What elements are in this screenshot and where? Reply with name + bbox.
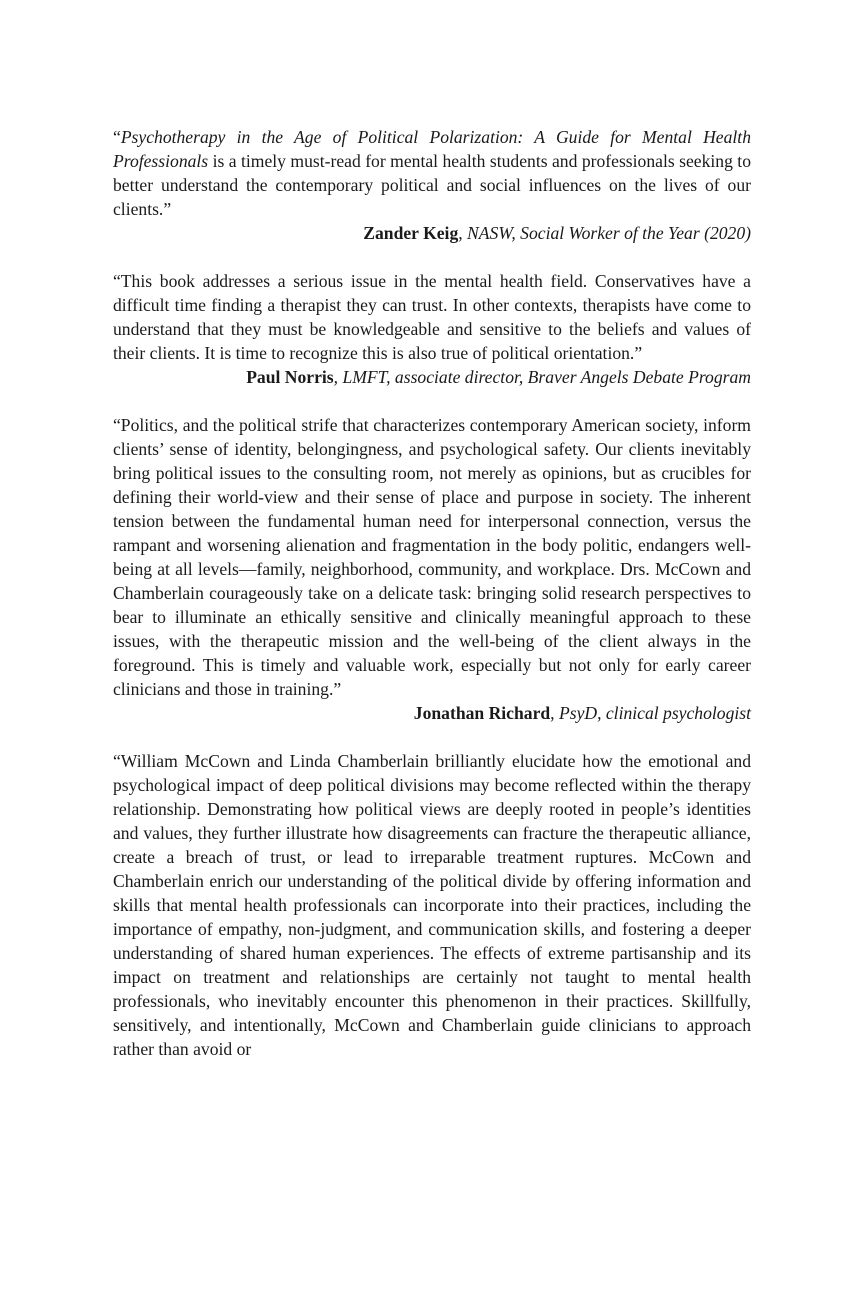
endorsement-attribution: [113, 701, 751, 725]
endorsement-quote: [113, 125, 751, 221]
endorser-name: Paul Norris: [246, 367, 334, 387]
endorsements-page: [113, 125, 751, 1085]
endorsement-attribution: [113, 365, 751, 389]
endorsement-3: [113, 413, 751, 725]
endorsement-1: [113, 125, 751, 245]
endorser-role: , PsyD, clinical psychologist: [550, 703, 751, 723]
endorser-name: Zander Keig: [363, 223, 459, 243]
endorsement-4: [113, 749, 751, 1061]
endorsement-attribution: [113, 221, 751, 245]
endorser-role: , NASW, Social Worker of the Year (2020): [458, 223, 751, 243]
book-title: Psychotherapy in the Age of Political Polarization: A Guide for Mental Health Professionals: [113, 127, 751, 171]
endorsement-2: [113, 269, 751, 389]
quote-text: is a timely must-read for mental health students and professionals seeking to better understand the contemporary political and social influences on the lives of our clients.”: [113, 151, 751, 219]
endorser-name: Jonathan Richard: [413, 703, 551, 723]
endorser-role: , LMFT, associate director, Braver Angels Debate Program: [333, 367, 751, 387]
open-quote-mark: “: [113, 127, 121, 147]
endorsement-quote: “This book addresses a serious issue in the mental health field. Conservatives have a difficult time finding a therapist they can trust. In other contexts, therapists have come to understand that they must be knowledgeable and sensitive to the beliefs and values of their clients. It is time to recognize this is also true of political orientation.”: [113, 271, 751, 363]
endorsement-quote: “William McCown and Linda Chamberlain brilliantly elucidate how the emotional and psychological impact of deep political divisions may become reflected within the therapy relationship. Demonstrating how political views are deeply rooted in people’s identities and values, they further illustrate how disagreements can fracture the therapeutic alliance, create a breach of trust, or lead to irreparable treatment ruptures. McCown and Chamberlain enrich our understanding of the political divide by offering information and skills that mental health professionals can incorporate into their practices, including the importance of empathy, non-judgment, and communication skills, and fostering a deeper understanding of shared human experiences. The effects of extreme partisanship and its impact on treatment and relationships are certainly not taught to mental health professionals, who inevitably encounter this phenomenon in their practices. Skillfully, sensitively, and intentionally, McCown and Chamberlain guide clinicians to approach rather than avoid or: [113, 751, 751, 1059]
endorsement-quote: “Politics, and the political strife that characterizes contemporary American society, inform clients’ sense of identity, belongingness, and psychological safety. Our clients inevitably bring political issues to the consulting room, not merely as opinions, but as crucibles for defining their world-view and their sense of place and purpose in society. The inherent tension between the fundamental human need for interpersonal connection, versus the rampant and worsening alienation and fragmentation in the body politic, endangers well-being at all levels—family, neighborhood, community, and workplace. Drs. McCown and Chamberlain courageously take on a delicate task: bringing solid research perspectives to bear to illuminate an ethically sensitive and clinically meaningful approach to these issues, with the therapeutic mission and the well-being of the client always in the foreground. This is timely and valuable work, especially but not only for early career clinicians and those in training.”: [113, 415, 751, 699]
